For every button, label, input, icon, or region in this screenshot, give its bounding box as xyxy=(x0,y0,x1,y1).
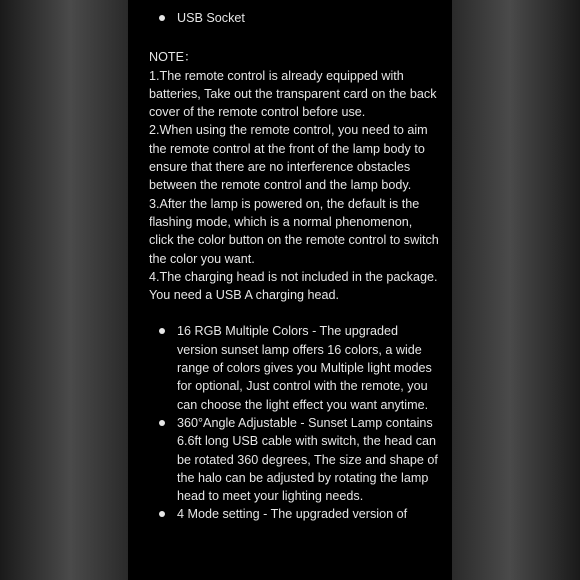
bullet-icon xyxy=(159,328,165,334)
bullet-icon xyxy=(159,511,165,517)
feature-list xyxy=(149,322,439,523)
note-item-1: 1.The remote control is already equipped with batteries, Take out the transparent card on the back cover of the remote control before use. xyxy=(149,68,437,120)
feature-item xyxy=(149,414,439,505)
bullet-icon xyxy=(159,420,165,426)
bullet-icon xyxy=(159,15,165,21)
feature-text: 4 Mode setting - The upgraded version of xyxy=(177,507,408,522)
feature-text: 360°Angle Adjustable - Sunset Lamp contains 6.6ft long USB cable with switch, the head can be rotated 360 degrees, The size and shape of the halo can be adjusted by rotating the lamp head to meet your lighting needs. xyxy=(177,415,438,504)
list-item-text: USB Socket xyxy=(177,11,245,25)
list-item xyxy=(149,9,439,27)
note-title: NOTE： xyxy=(149,50,197,65)
product-description-panel xyxy=(128,0,452,580)
feature-item xyxy=(149,505,439,523)
feature-item xyxy=(149,322,439,413)
note-item-4: 4.The charging head is not included in the package. You need a USB A charging head. xyxy=(149,269,438,303)
right-backdrop xyxy=(452,0,580,580)
note-item-2: 2.When using the remote control, you need to aim the remote control at the front of the lamp body to ensure that there are no interference obstacles between the remote control and the lamp body. xyxy=(149,123,428,193)
note-item-3: 3.After the lamp is powered on, the default is the flashing mode, which is a normal phenomenon, click the color button on the remote control to switch the color you want. xyxy=(149,196,439,266)
feature-text: 16 RGB Multiple Colors - The upgraded version sunset lamp offers 16 colors, a wide range of colors gives you Multiple light modes for optional, Just control with the remote, you can choose the light effect you want anytime. xyxy=(177,324,432,412)
left-backdrop xyxy=(0,0,128,580)
